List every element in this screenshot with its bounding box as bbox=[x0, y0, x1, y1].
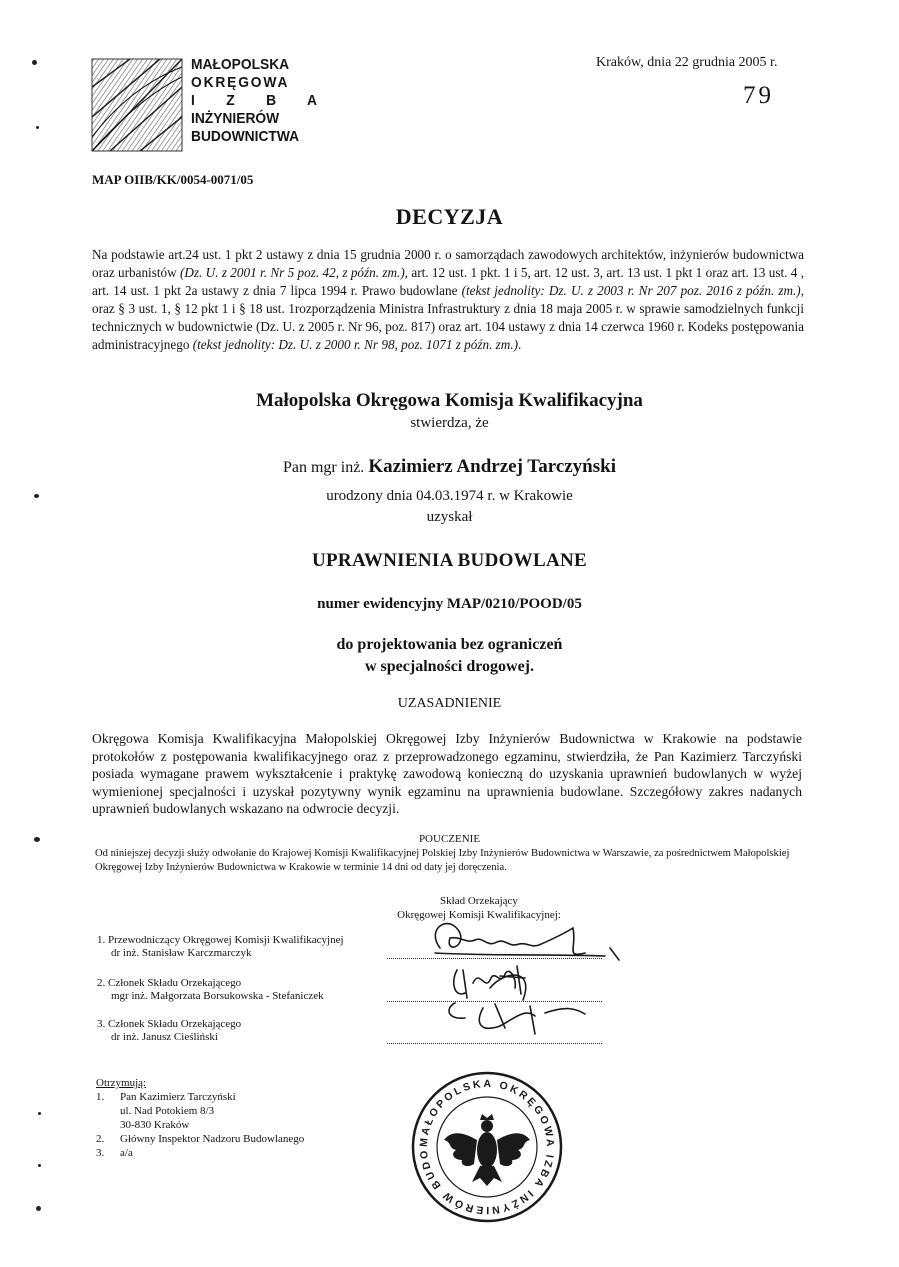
member-name: dr inż. Stanisław Karczmarczyk bbox=[111, 947, 252, 959]
basis-citation: (Dz. U. z 2001 r. Nr 5 poz. 42, z późn. zm.) bbox=[179, 264, 405, 280]
person-line bbox=[0, 456, 899, 478]
seal-ring-text: MAŁOPOLSKA OKRĘGOWA IZBA INŻYNIERÓW BUDO bbox=[417, 1077, 557, 1217]
scan-speck bbox=[36, 126, 39, 129]
obtained-text: uzyskał bbox=[426, 509, 473, 525]
member-role: 3. Członek Składu Orzekającego bbox=[97, 1018, 242, 1030]
logo-graphic bbox=[90, 57, 186, 155]
basis-text: , art. 12 ust. 1 pkt. 1 i 5, art. 12 ust. 3, art. 13 ust. 1 pkt 1 oraz art. 13 ust. 4 , art. 14 ust. 1 pkt 2a ustawy z dnia 7 lipca 1994 r. Prawo budowlane bbox=[92, 264, 804, 298]
recipients bbox=[96, 1076, 304, 1160]
scope-line: w specjalności drogowej. bbox=[364, 658, 535, 675]
person-name: Kazimierz Andrzej Tarczyński bbox=[368, 456, 616, 477]
member-name: dr inż. Janusz Cieśliński bbox=[111, 1031, 218, 1043]
document-title: DECYZJA bbox=[395, 204, 504, 229]
recipient-item bbox=[96, 1146, 304, 1160]
scan-speck bbox=[38, 1112, 41, 1115]
scan-speck bbox=[36, 1206, 41, 1211]
logo-line: INŻYNIERÓW bbox=[191, 110, 280, 127]
logo-text bbox=[191, 56, 331, 146]
logo-line: MAŁOPOLSKA bbox=[191, 56, 290, 73]
logo-line: BUDOWNICTWA bbox=[191, 128, 300, 145]
panel-title-line: Skład Orzekający bbox=[440, 895, 518, 907]
basis-citation: (tekst jednolity: Dz. U. z 2003 r. Nr 207 poz. 2016 z późn. zm.) bbox=[461, 282, 801, 298]
birth-info: urodzony dnia 04.03.1974 r. w Krakowie bbox=[326, 488, 573, 504]
logo-line: I Z B A bbox=[191, 92, 331, 109]
permits-title: UPRAWNIENIA BUDOWLANE bbox=[312, 550, 587, 571]
states-text: stwierdza, że bbox=[410, 415, 489, 431]
recipient-number: 1. bbox=[96, 1091, 105, 1103]
instruction-text: Od niniejszej decyzji służy odwołanie do Krajowej Komisji Kwalifikacyjnej Polskiej Izby Inżynierów Budownictwa w Warszawie, za pośrednictwem Małopolskiej Okręgowej Izby Inżynierów Budownictwa w Krakowie w terminie 14 dni od daty jej doręczenia. bbox=[95, 848, 790, 873]
recipient-line: a/a bbox=[120, 1147, 133, 1159]
recipient-number: 3. bbox=[96, 1147, 105, 1159]
member-role: 2. Członek Składu Orzekającego bbox=[97, 977, 242, 989]
scope-line: do projektowania bez ograniczeń bbox=[336, 636, 563, 653]
recipient-item bbox=[96, 1132, 304, 1146]
panel-member bbox=[97, 1018, 241, 1044]
recipient-line: 30-830 Kraków bbox=[120, 1119, 190, 1131]
basis-text: , oraz § 3 ust. 1, § 12 pkt 1 i § 18 ust. 1rozporządzenia Ministra Infrastruktury z dnia 18 maja 2005 r. w sprawie samodzielnych funkcji technicznych w budownictwie (Dz. U. z 2005 r. Nr 96, poz. 817) oraz art. 104 ustawy z dnia 14 czerwca 1960 r. Kodeks postępowania administracyjnego bbox=[92, 282, 804, 352]
recipient-line: Główny Inspektor Nadzoru Budowlanego bbox=[120, 1133, 305, 1145]
instruction-title: POUCZENIE bbox=[418, 833, 481, 845]
place-date: Kraków, dnia 22 grudnia 2005 r. bbox=[596, 55, 778, 70]
registration-number: numer ewidencyjny MAP/0210/POOD/05 bbox=[317, 596, 582, 612]
person-prefix: Pan mgr inż. bbox=[282, 459, 369, 476]
recipients-title: Otrzymują: bbox=[96, 1077, 147, 1089]
basis-text: . bbox=[518, 336, 522, 352]
basis-text: Na podstawie art.24 ust. 1 pkt 2 ustawy z dnia 15 grudnia 2000 r. o samorządach zawodowych architektów, inżynierów budownictwa oraz urbanistów bbox=[92, 247, 804, 280]
member-role: 1. Przewodniczący Okręgowej Komisji Kwalifikacyjnej bbox=[97, 934, 344, 946]
reference-number: MAP OIIB/KK/0054-0071/05 bbox=[92, 172, 254, 187]
panel-member bbox=[97, 934, 344, 960]
justification-text: Okręgowa Komisja Kwalifikacyjna Małopolskiej Okręgowej Izby Inżynierów Budownictwa w Krakowie na podstawie protokołów z postępowania kwalifikacyjnego oraz z przeprowadzonego egzaminu, stwierdziła, że Pan Kazimierz Tarczyński posiada wymagane prawem wykształcenie i praktykę zawodową konieczną do uzyskania uprawnień budowlanych w wyżej wymienionej specjalności i uzyskał pozytywny wynik egzaminu na uprawnienia budowlane. Szczegółowy zakres nadanych uprawnień budowlanych wskazano na odwrocie decyzji. bbox=[92, 731, 802, 817]
document-number: 79 bbox=[743, 82, 774, 109]
official-seal bbox=[410, 1070, 564, 1224]
member-name: mgr inż. Małgorzata Borsukowska - Stefaniczek bbox=[111, 990, 324, 1002]
recipient-line: ul. Nad Potokiem 8/3 bbox=[120, 1105, 215, 1117]
commission-name: Małopolska Okręgowa Komisja Kwalifikacyjna bbox=[256, 390, 643, 411]
recipient-line: Pan Kazimierz Tarczyński bbox=[120, 1091, 236, 1103]
recipient-item bbox=[96, 1090, 304, 1104]
basis-citation: (tekst jednolity: Dz. U. z 2000 r. Nr 98, poz. 1071 z późn. zm.) bbox=[192, 336, 519, 352]
justification-title: UZASADNIENIE bbox=[397, 696, 502, 711]
handwritten-signatures bbox=[405, 908, 625, 1068]
legal-basis bbox=[92, 246, 804, 353]
panel-member bbox=[97, 977, 324, 1003]
scan-speck bbox=[38, 1164, 41, 1167]
logo-line: OKRĘGOWA bbox=[191, 74, 290, 91]
recipient-number: 2. bbox=[96, 1133, 105, 1145]
panel-title-line: Okręgowej Komisji Kwalifikacyjnej: bbox=[397, 909, 561, 921]
scan-speck bbox=[32, 60, 37, 65]
eagle-emblem bbox=[444, 1114, 530, 1186]
